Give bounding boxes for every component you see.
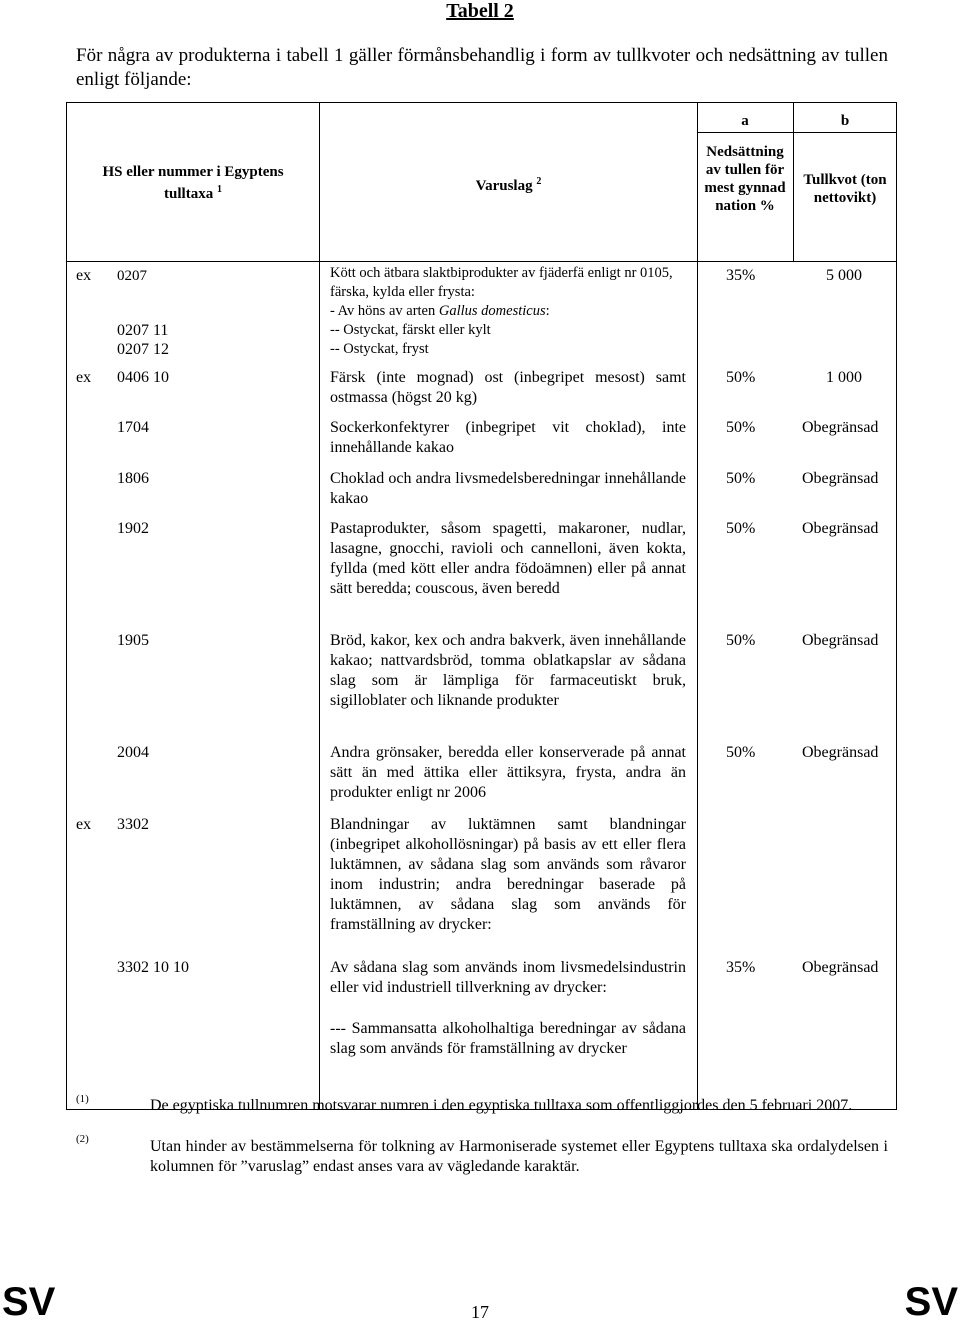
header-divider bbox=[66, 261, 897, 262]
quota-value: Obegränsad bbox=[802, 470, 879, 487]
footnote-marker: (1) bbox=[76, 1093, 89, 1105]
hs-code: 2004 bbox=[117, 744, 149, 761]
col-b-letter: b bbox=[840, 113, 850, 129]
hs-code: 0207 11 bbox=[117, 322, 169, 339]
product-description: Av sådana slag som används inom livsmedelsindustrin eller vid industriell tillverkning av drycker: bbox=[330, 959, 686, 996]
product-description: Pastaprodukter, såsom spagetti, makaroner, nudlar, lasagne, gnocchi, ravioli och cannelloni, även kokta, fyllda (med kött eller andra födoämnen) eller på annat sätt beredda; couscous, även beredd bbox=[330, 520, 686, 597]
quota-value: 1 000 bbox=[826, 369, 862, 386]
hs-code: 1902 bbox=[117, 520, 149, 537]
tariff-rate: 50% bbox=[726, 520, 756, 537]
hs-code: 0207 12 bbox=[117, 341, 169, 358]
col-divider-2 bbox=[697, 102, 698, 1110]
page-number: 17 bbox=[471, 1302, 489, 1322]
hs-code: 1704 bbox=[117, 419, 149, 436]
quota-value: Obegränsad bbox=[802, 520, 879, 537]
ex-marker: ex bbox=[76, 816, 92, 833]
table-title: Tabell 2 bbox=[446, 0, 514, 22]
product-description: - Av höns av arten Gallus domesticus: bbox=[330, 303, 550, 319]
product-description: Kött och ätbara slaktbiprodukter av fjäderfä enligt nr 0105, färska, kylda eller frysta: bbox=[330, 265, 673, 300]
nedsattning-header: Nedsättning av tullen för mest gynnad nation % bbox=[704, 144, 786, 214]
tariff-rate: 35% bbox=[726, 267, 756, 284]
ab-divider bbox=[697, 132, 897, 133]
col-a-letter: a bbox=[741, 113, 749, 129]
ex-marker: ex bbox=[76, 267, 92, 284]
tariff-rate: 50% bbox=[726, 632, 756, 649]
quota-value: Obegränsad bbox=[802, 632, 879, 649]
tariff-rate: 50% bbox=[726, 470, 756, 487]
product-description: Blandningar av luktämnen samt blandningar (inbegripet alkohollösningar) på basis av ett eller flera luktämnen, av sådana slag som används som råvaror inom industrin; andra beredningar baserade på luktämnen, av sådana slag som används för framställning av drycker: bbox=[330, 816, 686, 933]
product-description: Choklad och andra livsmedelsberedningar innehållande kakao bbox=[330, 470, 686, 507]
product-description: Bröd, kakor, kex och andra bakverk, även innehållande kakao; nattvardsbröd, tomma oblatkapslar av sådana slag som är lämpliga för farmaceutiskt bruk, sigilloblater och liknande produkter bbox=[330, 632, 686, 709]
ex-marker: ex bbox=[76, 369, 92, 386]
footnote-text: De egyptiska tullnumren motsvarar numren i den egyptiska tulltaxa som offentliggjordes den 5 februari 2007. bbox=[150, 1097, 853, 1114]
tariff-rate: 50% bbox=[726, 744, 756, 761]
tullkvot-header: Tullkvot (ton nettovikt) bbox=[803, 172, 887, 206]
tariff-rate: 50% bbox=[726, 419, 756, 436]
tariff-rate: 35% bbox=[726, 959, 756, 976]
hs-code: 3302 bbox=[117, 816, 149, 833]
quota-value: Obegränsad bbox=[802, 959, 879, 976]
col-divider-1 bbox=[319, 102, 320, 1110]
tariff-rate: 50% bbox=[726, 369, 756, 386]
hs-code: 1806 bbox=[117, 470, 149, 487]
hs-code: 3302 10 10 bbox=[117, 959, 189, 976]
language-code-left: SV bbox=[2, 1280, 56, 1324]
product-description: -- Ostyckat, färskt eller kylt bbox=[330, 322, 491, 338]
product-description: -- Ostyckat, fryst bbox=[330, 341, 429, 357]
intro-paragraph: För några av produkterna i tabell 1 gäller förmånsbehandlig i form av tullkvoter och nedsättning av tullen enligt följande: bbox=[76, 45, 888, 90]
footnote-marker: (2) bbox=[76, 1133, 89, 1145]
product-description: Sockerkonfektyrer (inbegripet vit choklad), inte innehållande kakao bbox=[330, 419, 686, 456]
product-description: --- Sammansatta alkoholhaltiga beredningar av sådana slag som används för framställning av drycker bbox=[330, 1020, 686, 1057]
product-description: Färsk (inte mognad) ost (inbegripet mesost) samt ostmassa (högst 20 kg) bbox=[330, 369, 686, 406]
hs-code: 0406 10 bbox=[117, 369, 169, 386]
hs-code: 0207 bbox=[117, 268, 147, 284]
quota-value: 5 000 bbox=[826, 267, 862, 284]
language-code-right: SV bbox=[904, 1280, 958, 1324]
hs-header: HS eller nummer i Egyptens tulltaxa $^1$ bbox=[102, 164, 284, 202]
quota-value: Obegränsad bbox=[802, 744, 879, 761]
hs-code: 1905 bbox=[117, 632, 149, 649]
varuslag-header: Varuslag $^2$ bbox=[475, 176, 542, 194]
footnote-text: Utan hinder av bestämmelserna för tolkning av Harmoniserade systemet eller Egyptens tulltaxa ska ordalydelsen i kolumnen för ”varuslag” endast anses vara av vägledande karaktär. bbox=[150, 1138, 888, 1175]
product-description: Andra grönsaker, beredda eller konserverade på annat sätt än med ättika eller ättiksyra, frysta, andra än produkter enligt nr 2006 bbox=[330, 744, 686, 801]
quota-value: Obegränsad bbox=[802, 419, 879, 436]
